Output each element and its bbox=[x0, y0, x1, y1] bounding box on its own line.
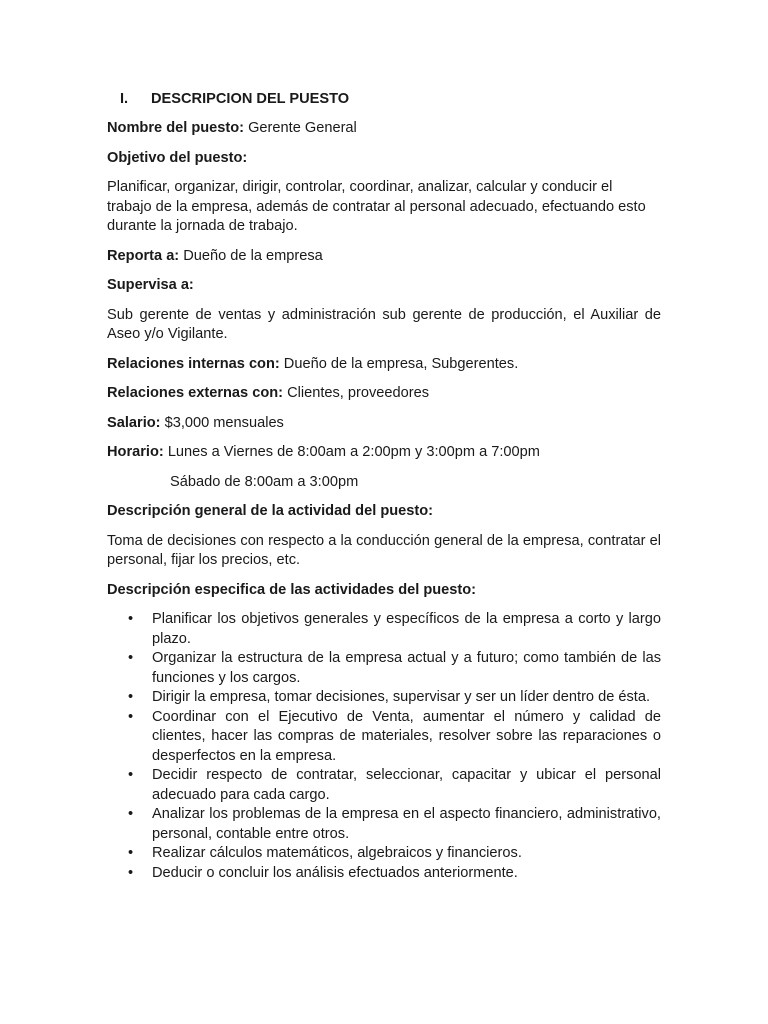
list-item: • Coordinar con el Ejecutivo de Venta, aumentar el número y calidad de clientes, hacer las compras de materiales, resolver sobre las reparaciones o desperfectos en la empresa. bbox=[128, 708, 661, 764]
nombre-value: Gerente General bbox=[244, 120, 357, 136]
salario-value: $3,000 mensuales bbox=[160, 414, 284, 431]
objetivo-label: Objetivo del puesto: bbox=[107, 149, 248, 166]
list-item: • Realizar cálculos matemáticos, algebraicos y financieros. bbox=[107, 844, 661, 864]
rel-internas-value: Dueño de la empresa, Subgerentes. bbox=[279, 355, 519, 372]
salario-line bbox=[107, 414, 661, 434]
desc-general-text: Toma de decisiones con respecto a la conducción general de la empresa, contratar el personal, fijar los precios, etc. bbox=[107, 532, 661, 568]
rel-internas-line bbox=[107, 355, 661, 375]
list-item: • Deducir o concluir los análisis efectuados anteriormente. bbox=[107, 864, 661, 884]
list-item: • Dirigir la empresa, tomar decisiones, supervisar y ser un líder dentro de ésta. bbox=[107, 688, 661, 708]
salario-label: Salario: bbox=[107, 414, 161, 431]
horario-line2: Sábado de 8:00am a 3:00pm bbox=[170, 473, 359, 490]
nombre-label: Nombre del puesto: bbox=[107, 120, 245, 136]
list-item: • Decidir respecto de contratar, seleccionar, capacitar y ubicar el personal adecuado para cada cargo. bbox=[128, 767, 661, 803]
reporta-label: Reporta a: bbox=[107, 247, 180, 264]
bullet-icon: • bbox=[128, 864, 134, 881]
desc-general-label: Descripción general de la actividad del puesto: bbox=[107, 503, 434, 519]
desc-especifica-label: Descripción especifica de las actividades del puesto: bbox=[107, 581, 477, 598]
bullet-icon: • bbox=[128, 689, 134, 705]
activities-list bbox=[107, 610, 661, 883]
supervisa-text: Sub gerente de ventas y administración sub gerente de producción, el Auxiliar de Aseo y/o Vigilante. bbox=[107, 306, 661, 342]
bullet-icon: • bbox=[128, 708, 134, 725]
document-page bbox=[107, 90, 661, 883]
section-heading bbox=[107, 90, 661, 110]
horario-label: Horario: bbox=[107, 444, 164, 460]
bullet-icon: • bbox=[128, 806, 134, 822]
list-item: • Analizar los problemas de la empresa en el aspecto financiero, administrativo, personal, contable entre otros. bbox=[128, 806, 661, 842]
rel-externas-value: Clientes, proveedores bbox=[283, 385, 430, 401]
horario-line bbox=[107, 443, 661, 463]
list-item: • Organizar la estructura de la empresa actual y a futuro; como también de las funciones y los cargos. bbox=[128, 650, 661, 686]
section-title: DESCRIPCION DEL PUESTO bbox=[151, 91, 350, 107]
nombre-line bbox=[107, 119, 661, 139]
bullet-icon: • bbox=[128, 611, 134, 627]
bullet-icon: • bbox=[128, 767, 134, 783]
section-number: I. bbox=[120, 91, 129, 107]
objetivo-text: Planificar, organizar, dirigir, controlar, coordinar, analizar, calcular y conducir el trabajo de la empresa, además de contratar al personal adecuado, efectuando esto durante la jornada de trabajo. bbox=[107, 179, 646, 234]
reporta-value: Dueño de la empresa bbox=[179, 247, 323, 264]
reporta-line bbox=[107, 247, 661, 267]
rel-externas-label: Relaciones externas con: bbox=[107, 385, 284, 401]
bullet-icon: • bbox=[128, 845, 134, 861]
rel-internas-label: Relaciones internas con: bbox=[107, 355, 280, 372]
horario-value: Lunes a Viernes de 8:00am a 2:00pm y 3:00pm a 7:00pm bbox=[163, 444, 540, 460]
list-item: • Planificar los objetivos generales y específicos de la empresa a corto y largo plazo. bbox=[128, 611, 661, 647]
rel-externas-line bbox=[107, 384, 661, 404]
supervisa-label: Supervisa a: bbox=[107, 277, 194, 293]
bullet-icon: • bbox=[128, 650, 134, 666]
